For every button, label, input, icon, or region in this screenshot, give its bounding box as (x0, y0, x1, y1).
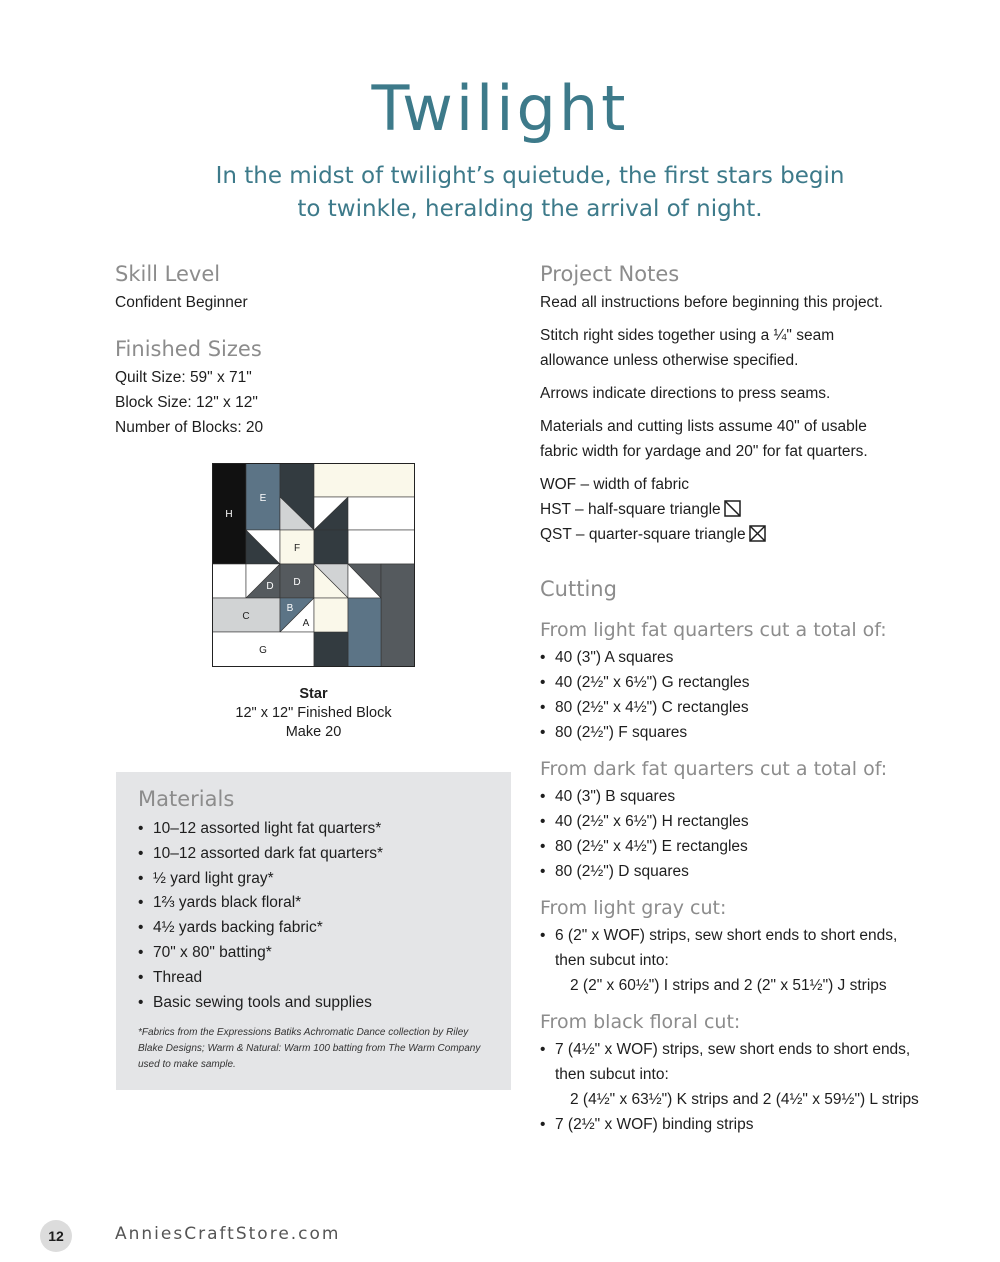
light-fat-quarters-list (540, 645, 960, 745)
label-e: E (259, 493, 267, 504)
abbr-wof: WOF – width of fabric (540, 476, 690, 493)
abbr-hst-text: HST – half-square triangle (540, 501, 721, 518)
black-floral-list (540, 1037, 960, 1087)
piece-right-column (381, 564, 415, 667)
subtitle-line-1: In the midst of twilight’s quietude, the first stars begin (215, 163, 845, 189)
abbr-qst (540, 522, 960, 547)
skill-level-value: Confident Beginner (115, 294, 248, 311)
note-read-all: Read all instructions before beginning this project. (540, 294, 883, 311)
note-fabric-width-line-1: Materials and cutting lists assume 40" of usable (540, 418, 867, 435)
label-h: H (225, 509, 233, 520)
dark-fat-quarters-heading: From dark fat quarters cut a total of: (540, 758, 888, 780)
materials-item: • 1⅔ yards black floral* (138, 891, 489, 916)
skill-level-heading: Skill Level (115, 262, 221, 286)
dark-fat-quarters-list (540, 784, 960, 884)
page-title: Twilight (371, 72, 629, 145)
half-square-triangle-icon (724, 500, 741, 517)
binding-list (540, 1112, 960, 1137)
black-floral-heading: From black floral cut: (540, 1011, 741, 1033)
note-seam (540, 323, 960, 373)
cutting-item: • 40 (3") A squares (540, 645, 960, 670)
project-notes-heading: Project Notes (540, 262, 680, 286)
abbr-hst (540, 497, 960, 522)
label-g: G (259, 645, 267, 656)
label-b: B (286, 603, 294, 614)
light-gray-result: 2 (2" x 60½") I strips and 2 (2" x 51½") J strips (570, 977, 887, 994)
black-floral-subcut: then subcut into: (555, 1066, 669, 1083)
subtitle-line-2: to twinkle, heralding the arrival of night. (297, 196, 763, 222)
block-count: Number of Blocks: 20 (115, 419, 264, 436)
piece-top-rect-3 (348, 530, 415, 564)
cutting-item: • 80 (2½" x 4½") C rectangles (540, 695, 960, 720)
quarter-square-triangle-icon (749, 525, 766, 542)
piece-top-rect-1 (314, 463, 415, 497)
black-floral-strips: • 7 (4½" x WOF) strips, sew short ends to short ends, (555, 1041, 911, 1058)
label-a: A (302, 618, 310, 629)
cutting-item (540, 923, 960, 973)
label-c: C (242, 611, 250, 622)
piece-slate-column (348, 598, 381, 667)
cutting-item: • 40 (3") B squares (540, 784, 960, 809)
right-column (540, 262, 960, 1137)
left-column (115, 262, 445, 440)
cutting-item: • 7 (2½" x WOF) binding strips (540, 1112, 960, 1137)
quilt-size: Quilt Size: 59" x 71" (115, 369, 252, 386)
footer-website: AnniesCraftStore.com (115, 1224, 341, 1244)
finished-sizes-heading: Finished Sizes (115, 337, 262, 361)
materials-footnote: *Fabrics from the Expressions Batiks Achromatic Dance collection by Riley Blake Designs; Warm & Natural: Warm 100 batting from The Warm Company used to make sample. (138, 1027, 481, 1071)
block-size: Block Size: 12" x 12" (115, 394, 258, 411)
cutting-item: • 80 (2½" x 4½") E rectangles (540, 834, 960, 859)
label-d: D (293, 577, 301, 588)
abbr-qst-text: QST – quarter-square triangle (540, 526, 746, 543)
materials-item: • ½ yard light gray* (138, 867, 489, 892)
materials-item: • 70" x 80" batting* (138, 941, 489, 966)
block-name: Star (299, 686, 328, 702)
materials-item: • 10–12 assorted dark fat quarters* (138, 842, 489, 867)
cutting-heading: Cutting (540, 577, 617, 601)
label-d-left: D (266, 581, 274, 592)
light-gray-heading: From light gray cut: (540, 897, 727, 919)
piece-dark-bottom (314, 632, 348, 667)
note-fabric-width-line-2: fabric width for yardage and 20" for fat quarters. (540, 443, 868, 460)
cutting-item (540, 1037, 960, 1087)
label-f: F (293, 543, 301, 554)
materials-item: • 4½ yards backing fabric* (138, 916, 489, 941)
page-number: 12 (40, 1220, 72, 1252)
note-seam-line-2: allowance unless otherwise specified. (540, 352, 799, 369)
materials-item: • Basic sewing tools and supplies (138, 991, 489, 1016)
black-floral-result: 2 (4½" x 63½") K strips and 2 (4½" x 59½") L strips (570, 1091, 919, 1108)
light-fat-quarters-heading: From light fat quarters cut a total of: (540, 619, 887, 641)
materials-item: • Thread (138, 966, 489, 991)
star-block-svg (212, 463, 415, 667)
page-subtitle (180, 160, 880, 226)
block-finished-size: 12" x 12" Finished Block (235, 705, 392, 721)
materials-heading: Materials (138, 787, 235, 811)
materials-box (116, 772, 511, 1090)
light-gray-subcut: then subcut into: (555, 952, 669, 969)
note-arrows: Arrows indicate directions to press seams. (540, 385, 831, 402)
block-make-count: Make 20 (285, 724, 342, 740)
light-gray-strips: • 6 (2" x WOF) strips, sew short ends to short ends, (555, 927, 898, 944)
cutting-item: • 40 (2½" x 6½") H rectangles (540, 809, 960, 834)
star-block-diagram (212, 463, 415, 667)
note-fabric-width (540, 414, 960, 464)
cutting-item: • 40 (2½" x 6½") G rectangles (540, 670, 960, 695)
light-gray-list (540, 923, 960, 973)
materials-item: • 10–12 assorted light fat quarters* (138, 817, 489, 842)
note-seam-line-1: Stitch right sides together using a ¼" seam (540, 327, 835, 344)
cutting-item: • 80 (2½") F squares (540, 720, 960, 745)
materials-list (138, 817, 489, 1015)
cutting-item: • 80 (2½") D squares (540, 859, 960, 884)
block-caption (212, 685, 415, 742)
piece-center-dark (314, 530, 348, 564)
piece-bottom-left-white (212, 564, 246, 598)
